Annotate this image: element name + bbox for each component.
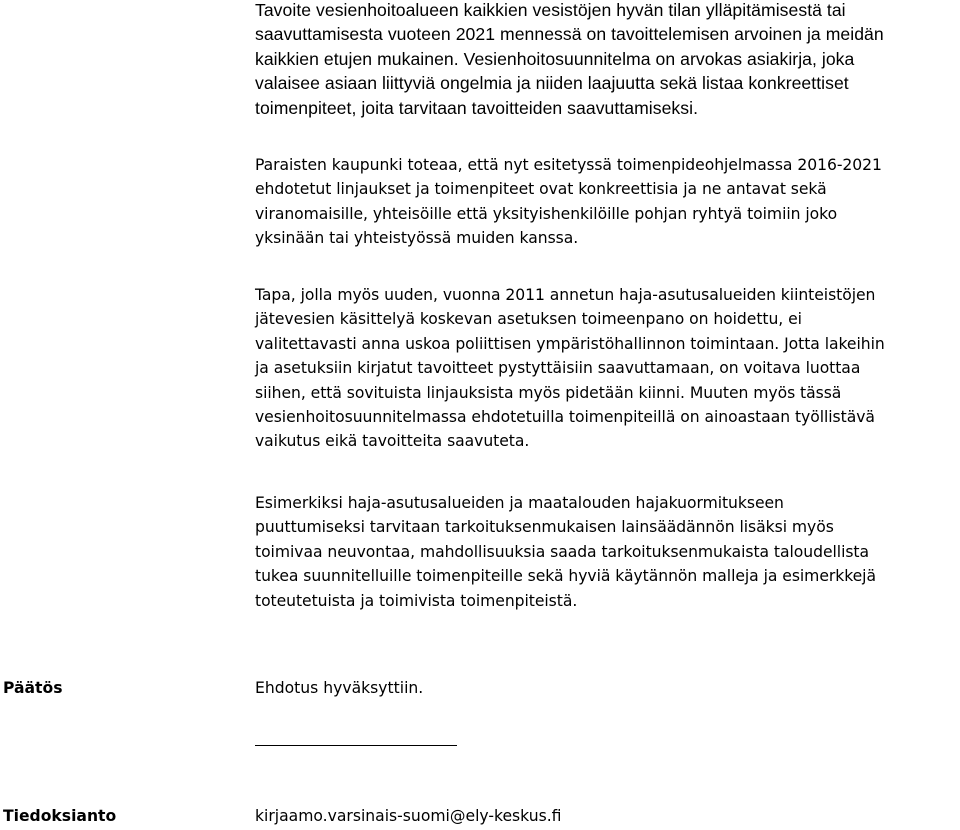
decision-label: Päätös: [3, 679, 63, 697]
paragraph-line: Tapa, jolla myös uuden, vuonna 2011 annetun haja-asutusalueiden kiinteistöjen: [255, 286, 876, 304]
paragraph-wastewater-regulation: [255, 283, 959, 454]
paragraph-line: kaikkien etujen mukainen. Vesienhoitosuunnitelma on arvokas asiakirja, joka: [255, 48, 855, 69]
paragraph-line: siihen, että sovituista linjauksista myös pidetään kiinni. Muuten myös tässä: [255, 383, 842, 402]
paragraph-line: puuttumiseksi tarvitaan tarkoituksenmukaisen lainsäädännön lisäksi myös: [255, 518, 834, 537]
paragraph-line: toteutetuista ja toimivista toimenpiteistä.: [255, 591, 578, 610]
paragraph-line: toimenpiteet, joita tarvitaan tavoitteiden saavuttamiseksi.: [255, 97, 699, 118]
paragraph-diffuse-load-example: [255, 491, 959, 613]
paragraph-line: vaikutus eikä tavoitteita saavuteta.: [255, 432, 530, 451]
paragraph-line: valitettavasti anna uskoa poliittisen ympäristöhallinnon toimintaan. Jotta lakeihin: [255, 334, 885, 353]
paragraph-line: ja asetuksiin kirjatut tavoitteet pystyttäisiin saavuttamaan, on voitava luottaa: [255, 359, 861, 378]
paragraph-line: vesienhoitosuunnitelmassa ehdotetuilla toimenpiteillä on ainoastaan työllistävä: [255, 408, 875, 427]
paragraph-line: toimivaa neuvontaa, mahdollisuuksia saada tarkoituksenmukaista taloudellista: [255, 542, 869, 561]
paragraph-line: ehdotetut linjaukset ja toimenpiteet ovat konkreettisia ja ne antavat sekä: [255, 180, 827, 199]
paragraph-line: tukea suunnitelluille toimenpiteille sekä hyviä käytännön malleja ja esimerkkejä: [255, 567, 876, 586]
signature-line: [255, 745, 457, 746]
paragraph-line: yksinään tai yhteistyössä muiden kanssa.: [255, 229, 579, 248]
paragraph-line: valaisee asiaan liittyviä ongelmia ja niiden laajuutta sekä listaa konkreettiset: [255, 73, 849, 94]
distribution-email: kirjaamo.varsinais-suomi@ely-keskus.fi: [255, 807, 562, 825]
decision-text: Ehdotus hyväksyttiin.: [255, 679, 424, 697]
paragraph-line: Paraisten kaupunki toteaa, että nyt esitetyssä toimenpideohjelmassa 2016-2021: [255, 156, 882, 174]
paragraph-water-management-goal: [255, 0, 959, 120]
paragraph-city-statement: [255, 153, 959, 251]
paragraph-line: viranomaisille, yhteisöille että yksityishenkilöille pohjan ryhtyä toimiin joko: [255, 204, 838, 223]
paragraph-line: jätevesien käsittelyä koskevan asetuksen toimeenpano on hoidettu, ei: [255, 310, 802, 329]
distribution-label: Tiedoksianto: [3, 807, 117, 825]
paragraph-line: saavuttamisesta vuoteen 2021 mennessä on tavoittelemisen arvoinen ja meidän: [255, 24, 884, 45]
paragraph-line: Tavoite vesienhoitoalueen kaikkien vesistöjen hyvän tilan ylläpitämisestä tai: [255, 0, 846, 20]
paragraph-line: Esimerkiksi haja-asutusalueiden ja maatalouden hajakuormitukseen: [255, 494, 784, 512]
